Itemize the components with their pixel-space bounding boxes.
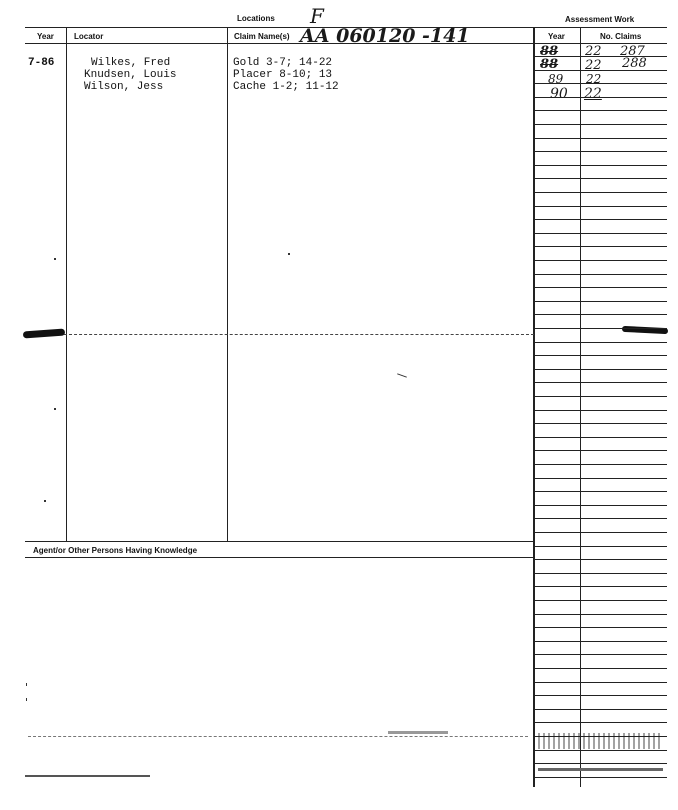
year-column-header: Year [37,32,54,41]
claim-range: Gold 3-7; 14-22 [233,57,333,69]
assessment-grid-row [534,287,667,288]
assessment-grid-row [534,464,667,465]
assessment-grid-row [534,654,667,655]
assessment-grid-row [534,138,667,139]
assessment-grid-row [534,750,667,751]
scan-speck [288,253,290,255]
assessment-grid-row [534,450,667,451]
bottom-scan-line [25,775,150,777]
scan-speck [538,768,663,771]
locator-list [84,57,176,93]
assessment-grid-row [534,682,667,683]
assessment-grid-row [534,586,667,587]
assessment-grid-row [534,206,667,207]
assessment-grid-row [534,573,667,574]
scan-speck [54,408,56,410]
assessment-grid-row [534,722,667,723]
assessment-grid-row [534,437,667,438]
assessment-grid-row [534,219,667,220]
assessment-grid-row [534,260,667,261]
agent-section-label: Agent/or Other Persons Having Knowledge [33,546,198,555]
assessment-left-divider [533,27,535,787]
assessment-grid-row [534,709,667,710]
assessment-grid-row [534,423,667,424]
scan-speck [44,500,46,502]
assessment-grid-row [534,124,667,125]
assessment-grid-row [534,246,667,247]
assessment-grid-row [534,301,667,302]
assessment-work-label: Assessment Work [565,15,635,24]
claim-list [233,57,339,93]
assessment-grid-row [534,165,667,166]
left-fold-mark [23,329,65,339]
assessment-grid-row [534,355,667,356]
assessment-mid-divider [580,27,581,787]
assessment-claims: 22 [585,44,602,59]
locator-name: Wilson, Jess [84,81,164,93]
assessment-grid-row [534,396,667,397]
bottom-faint-line [28,736,528,737]
entry-year: 7-86 [28,57,55,69]
year-column-divider [66,27,67,541]
assessment-claims: 22 [584,86,602,102]
no-claims-header: No. Claims [600,32,642,41]
assessment-grid-row [534,410,667,411]
assessment-grid-row [534,641,667,642]
assessment-note: 288 [622,56,647,71]
assessment-grid-row [534,505,667,506]
agent-top-rule [25,541,534,542]
claim-range: Cache 1-2; 11-12 [233,81,339,93]
assessment-grid-row [534,614,667,615]
fold-line [64,334,534,335]
assessment-claims: 22 [585,58,602,73]
assessment-year: 89 [548,72,564,86]
assessment-grid-row [534,151,667,152]
locator-name: Knudsen, Louis [84,69,177,81]
assessment-grid-row [534,369,667,370]
locator-name: Wilkes, Fred [91,57,171,69]
assessment-grid-row [534,491,667,492]
assessment-note: 287 [620,44,645,59]
assessment-grid-row [534,546,667,547]
scan-speck [54,258,56,260]
assessment-grid-row [534,342,667,343]
assessment-year: 88 [540,44,559,59]
assessment-grid-row [534,736,667,737]
assessment-grid-row [534,328,667,329]
assessment-grid-row [534,600,667,601]
assessment-year-header: Year [548,32,565,41]
assessment-grid-row [534,192,667,193]
assessment-grid-row [534,559,667,560]
assessment-grid-row [534,627,667,628]
assessment-grid-row [534,532,667,533]
assessment-grid-row [534,695,667,696]
scan-speck [388,731,448,734]
claim-names-value: AA 060120 -141 [300,25,470,47]
scan-speck [397,373,407,377]
assessment-grid-row [534,178,667,179]
locator-column-divider [227,27,228,541]
assessment-grid-row [534,314,667,315]
claim-range: Placer 8-10; 13 [233,69,333,81]
assessment-grid-row [534,274,667,275]
agent-under-rule [25,557,534,558]
scan-speck [26,683,27,686]
assessment-grid-row [534,668,667,669]
locator-column-header: Locator [74,32,104,41]
locations-value: F [310,4,324,28]
assessment-claims: 22 [586,72,602,86]
claim-names-label: Claim Name(s) [234,32,290,41]
assessment-grid-row [534,777,667,778]
assessment-year: 88 [540,57,559,72]
locations-label: Locations [237,14,275,23]
scan-speck [26,698,27,701]
assessment-grid-row [534,478,667,479]
assessment-grid-row [534,233,667,234]
assessment-grid-row [534,382,667,383]
assessment-grid-row [534,763,667,764]
assessment-grid-row [534,110,667,111]
assessment-year: 90 [550,86,568,102]
assessment-grid-row [534,518,667,519]
